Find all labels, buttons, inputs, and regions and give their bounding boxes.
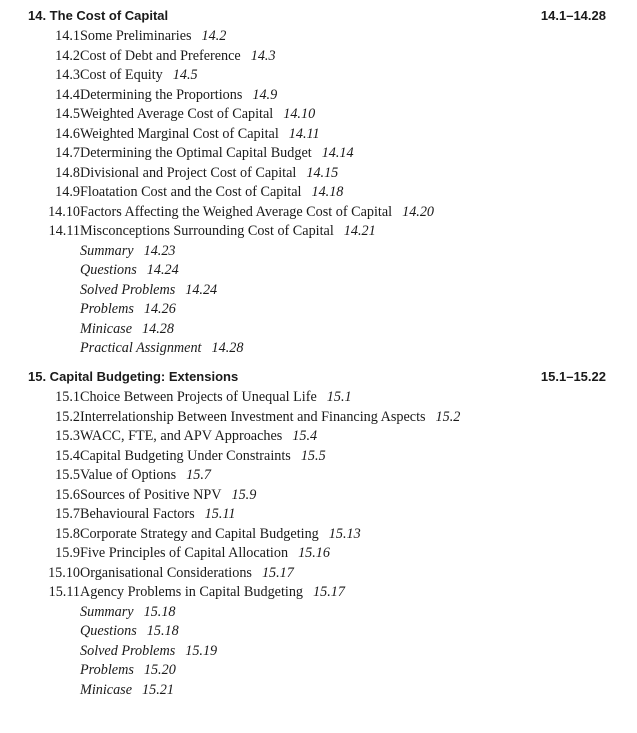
- section-page: 15.7: [186, 467, 211, 483]
- list-item[interactable]: [0, 281, 637, 301]
- list-item[interactable]: [0, 466, 637, 486]
- section-page: 14.20: [402, 203, 435, 220]
- list-item[interactable]: [0, 242, 637, 262]
- extra-page: 15.18: [143, 603, 176, 620]
- section-page: 14.11: [288, 125, 320, 142]
- section-list: [0, 27, 637, 359]
- section-title: Organisational Considerations: [80, 564, 252, 581]
- chapter-15: [0, 368, 637, 700]
- extra-title: Problems: [80, 301, 134, 317]
- section-number: 15.7: [55, 506, 80, 522]
- extra-title: Questions: [80, 262, 137, 278]
- section-page: 15.1: [326, 389, 352, 405]
- section-title: Corporate Strategy and Capital Budgeting: [80, 525, 319, 542]
- extra-page: 15.21: [142, 681, 174, 698]
- extra-page: 15.18: [146, 623, 179, 639]
- list-item[interactable]: [0, 125, 637, 145]
- list-item[interactable]: [0, 183, 637, 203]
- list-item[interactable]: [0, 622, 637, 642]
- section-title: WACC, FTE, and APV Approaches: [80, 428, 283, 444]
- section-number: 14.5: [55, 106, 80, 122]
- extra-page: 14.24: [185, 281, 218, 298]
- section-number: 14.10: [48, 203, 80, 220]
- list-item[interactable]: [0, 681, 637, 701]
- extra-page: 14.24: [146, 262, 179, 278]
- section-page: 14.10: [283, 106, 316, 122]
- section-number: 15.3: [55, 428, 80, 444]
- section-title: Weighted Marginal Cost of Capital: [80, 125, 279, 142]
- section-number: 14.4: [55, 86, 80, 103]
- list-item[interactable]: [0, 203, 637, 223]
- section-title: Divisional and Project Cost of Capital: [80, 164, 297, 181]
- list-item[interactable]: [0, 408, 637, 428]
- section-title: Weighted Average Cost of Capital: [80, 106, 274, 122]
- section-number: 15.4: [55, 447, 80, 464]
- extra-page: 14.28: [211, 340, 244, 356]
- section-title: Floatation Cost and the Cost of Capital: [80, 184, 302, 200]
- list-item[interactable]: [0, 105, 637, 125]
- section-number: 15.2: [55, 408, 80, 425]
- section-number: 15.11: [48, 584, 80, 600]
- list-item[interactable]: [0, 544, 637, 564]
- section-title: Choice Between Projects of Unequal Life: [80, 389, 317, 405]
- section-number: 14.9: [55, 184, 80, 200]
- extra-title: Summary: [80, 242, 134, 259]
- extra-page: 15.20: [143, 662, 176, 678]
- section-number: 15.8: [55, 525, 80, 542]
- section-page: 14.18: [311, 184, 344, 200]
- extra-title: Solved Problems: [80, 281, 176, 298]
- section-page: 15.16: [298, 545, 330, 561]
- section-number: 15.5: [55, 467, 80, 483]
- section-number: 15.10: [48, 564, 80, 581]
- extra-title: Questions: [80, 623, 137, 639]
- list-item[interactable]: [0, 222, 637, 242]
- list-item[interactable]: [0, 300, 637, 320]
- section-title: Cost of Equity: [80, 67, 163, 83]
- list-item[interactable]: [0, 164, 637, 184]
- section-page: 14.9: [252, 86, 278, 103]
- extra-title: Minicase: [80, 320, 133, 337]
- section-title: Factors Affecting the Weighed Average Cost of Capital: [80, 203, 393, 220]
- list-item[interactable]: [0, 603, 637, 623]
- section-page: 14.3: [250, 47, 276, 64]
- section-page: 15.17: [261, 564, 294, 581]
- list-item[interactable]: [0, 261, 637, 281]
- section-number: 14.2: [55, 47, 80, 64]
- section-number: 15.9: [55, 545, 80, 561]
- section-title: Interrelationship Between Investment and Financing Aspects: [80, 408, 426, 425]
- section-number: 14.11: [48, 223, 80, 239]
- chapter-14: [0, 7, 637, 359]
- section-title: Capital Budgeting Under Constraints: [80, 447, 291, 464]
- extra-page: 15.19: [185, 642, 218, 659]
- list-item[interactable]: [0, 427, 637, 447]
- section-number: 14.8: [55, 164, 80, 181]
- section-page: 15.4: [292, 428, 318, 444]
- extra-page: 14.28: [142, 320, 174, 337]
- list-item[interactable]: [0, 486, 637, 506]
- chapter-page-range: 14.1–14.28: [540, 8, 606, 23]
- section-page: 15.5: [300, 447, 326, 464]
- chapter-page-range: 15.1–15.22: [540, 369, 606, 384]
- list-item[interactable]: [0, 320, 637, 340]
- section-number: 15.1: [55, 389, 80, 405]
- section-title: Sources of Positive NPV: [80, 486, 222, 503]
- chapter-heading: [0, 368, 637, 388]
- section-number: 14.1: [55, 28, 80, 44]
- section-page: 15.9: [231, 486, 257, 503]
- section-number: 14.7: [55, 145, 80, 161]
- extra-page: 14.26: [143, 301, 176, 317]
- chapter-heading: [0, 7, 637, 27]
- section-list: [0, 388, 637, 700]
- section-number: 14.3: [55, 67, 80, 83]
- list-item[interactable]: [0, 144, 637, 164]
- section-title: Misconceptions Surrounding Cost of Capital: [80, 223, 334, 239]
- extra-title: Summary: [80, 603, 134, 620]
- section-page: 14.5: [172, 67, 198, 83]
- list-item[interactable]: [0, 388, 637, 408]
- section-page: 15.13: [328, 525, 361, 542]
- section-page: 15.2: [435, 408, 461, 425]
- list-item[interactable]: [0, 564, 637, 584]
- section-title: Five Principles of Capital Allocation: [80, 545, 289, 561]
- section-page: 14.21: [343, 223, 376, 239]
- extra-title: Solved Problems: [80, 642, 176, 659]
- section-title: Behavioural Factors: [80, 506, 195, 522]
- section-title: Determining the Proportions: [80, 86, 243, 103]
- section-page: 15.17: [313, 584, 345, 600]
- list-item[interactable]: [0, 66, 637, 86]
- extra-title: Practical Assignment: [80, 340, 202, 356]
- section-title: Value of Options: [80, 467, 177, 483]
- section-page: 15.11: [204, 506, 236, 522]
- list-item[interactable]: [0, 505, 637, 525]
- chapter-title[interactable]: 14. The Cost of Capital: [28, 8, 169, 23]
- list-item[interactable]: [0, 583, 637, 603]
- chapter-title[interactable]: 15. Capital Budgeting: Extensions: [28, 369, 239, 384]
- extra-page: 14.23: [143, 242, 176, 259]
- list-item[interactable]: [0, 27, 637, 47]
- section-page: 14.2: [201, 28, 227, 44]
- section-number: 14.6: [55, 125, 80, 142]
- list-item[interactable]: [0, 642, 637, 662]
- list-item[interactable]: [0, 525, 637, 545]
- section-page: 14.14: [321, 145, 354, 161]
- section-title: Agency Problems in Capital Budgeting: [80, 584, 304, 600]
- extra-title: Minicase: [80, 681, 133, 698]
- list-item[interactable]: [0, 86, 637, 106]
- list-item[interactable]: [0, 47, 637, 67]
- section-title: Some Preliminaries: [80, 28, 192, 44]
- section-title: Cost of Debt and Preference: [80, 47, 241, 64]
- list-item[interactable]: [0, 661, 637, 681]
- section-number: 15.6: [55, 486, 80, 503]
- extra-title: Problems: [80, 662, 134, 678]
- section-page: 14.15: [306, 164, 339, 181]
- section-title: Determining the Optimal Capital Budget: [80, 145, 312, 161]
- list-item[interactable]: [0, 339, 637, 359]
- list-item[interactable]: [0, 447, 637, 467]
